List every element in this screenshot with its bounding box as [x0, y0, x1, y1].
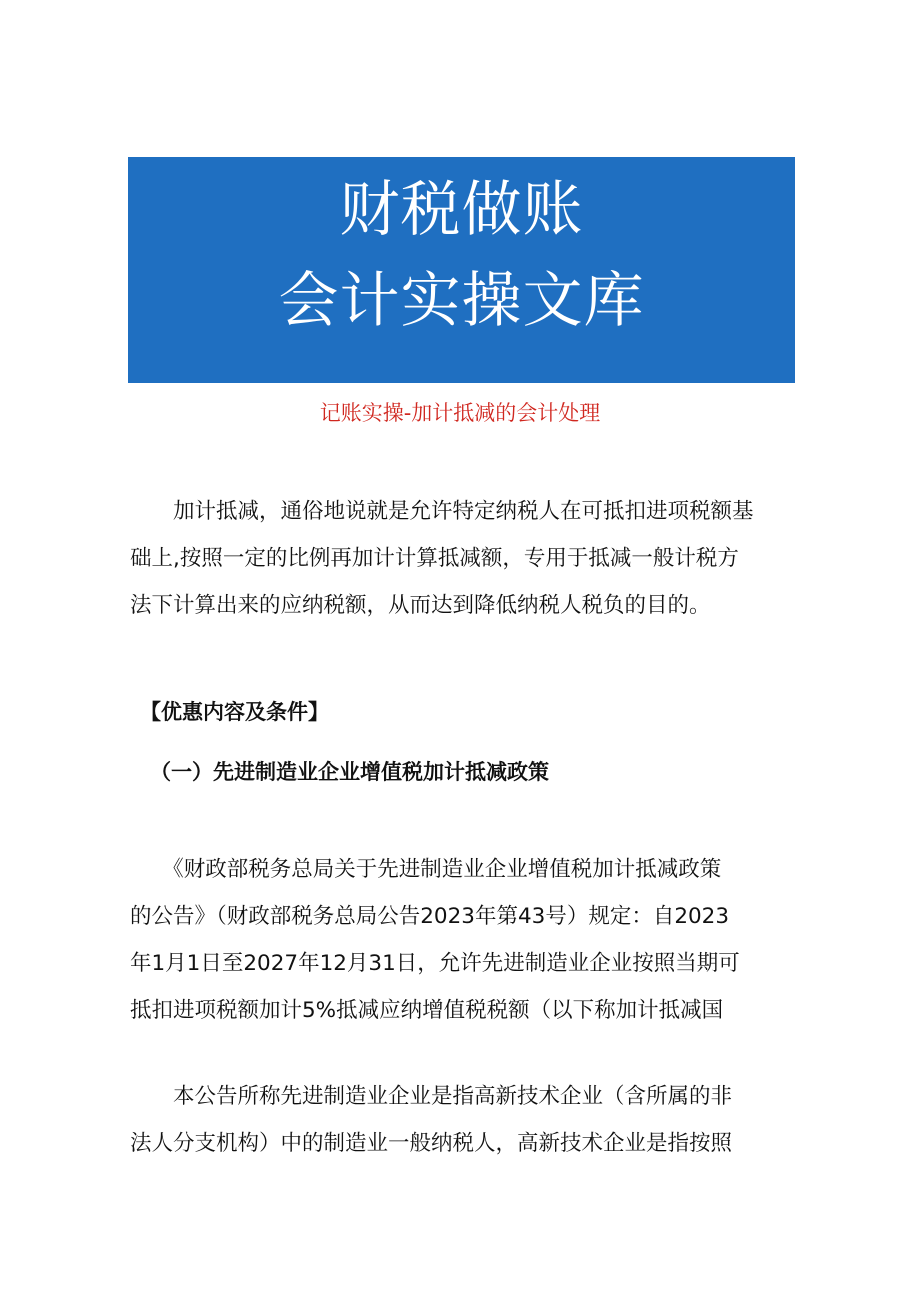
subsection-heading: （一）先进制造业企业增值税加计抵减政策: [150, 760, 549, 784]
paragraph-line: 年1月1日至2027年12月31日，允许先进制造业企业按照当期可: [130, 951, 740, 976]
document-subtitle: 记账实操-加计抵减的会计处理: [319, 401, 601, 425]
title-banner: [128, 157, 795, 383]
policy-paragraph: [130, 846, 800, 1034]
banner-title-line-2: 会计实操文库: [278, 266, 645, 336]
paragraph-line: 础上,按照一定的比例再加计计算抵减额，专用于抵减一般计税方: [130, 546, 739, 571]
paragraph-line: 本公告所称先进制造业企业是指高新技术企业（含所属的非: [130, 1084, 733, 1109]
definition-paragraph: [130, 1073, 800, 1167]
section-heading: 【优惠内容及条件】: [140, 700, 329, 724]
paragraph-line: 《财政部税务总局关于先进制造业企业增值税加计抵减政策: [130, 857, 722, 882]
paragraph-line: 法下计算出来的应纳税额，从而达到降低纳税人税负的目的。: [130, 593, 711, 618]
paragraph-line: 的公告》（财政部税务总局公告2023年第43号）规定：自2023: [130, 904, 730, 929]
paragraph-line: 法人分支机构）中的制造业一般纳税人，高新技术企业是指按照: [130, 1131, 733, 1156]
intro-paragraph: [130, 488, 800, 629]
paragraph-line: 加计抵减，通俗地说就是允许特定纳税人在可抵扣进项税额基: [130, 499, 754, 524]
banner-title-line-1: 财税做账: [339, 175, 584, 245]
paragraph-line: 抵扣进项税额加计5%抵减应纳增值税税额（以下称加计抵减国: [130, 998, 724, 1023]
